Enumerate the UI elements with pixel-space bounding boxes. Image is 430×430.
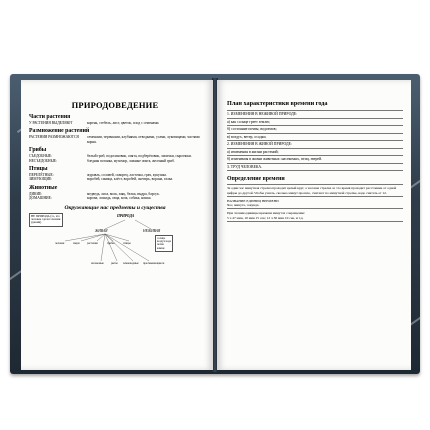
section-birds: Птицы ПЕРЕЛЁТНЫЕ: журавль, соловей, скворец, ласточка, грач, кукушка. ЗИМУЮЩИЕ: воробей, синица, клёст, воробей, снегирь, ворона, галка. — [29, 166, 174, 182]
abbrev-example: 5 ч 47 мин, 10 мин 15 сек; 12 ч 30 мин 10 сек, и т.д. — [227, 215, 304, 220]
alive-item: человек — [55, 241, 65, 245]
nonliving-node: НЕЖИВАЯ — [143, 228, 161, 233]
right-page — [217, 80, 411, 370]
nature-root: ПРИРОДА — [117, 213, 135, 218]
plan-title: План характеристики времени года — [227, 100, 328, 107]
section-mushrooms: Грибы СЪЕДОБНЫЕ: белый гриб, подосиновик, опята, подберёзовик, лисички, сыроежки. НЕСЪЕДОБНЫЕ: бледная поганка, мухомор, ложные опята, желчный гриб. — [29, 147, 192, 163]
bottom-item: насекомые — [91, 261, 104, 265]
alive-item: звери — [73, 241, 80, 245]
bottom-item: земноводные — [123, 261, 139, 265]
not-nature-box: НЕ ПРИРОДА (то, что человек сделал своими руками) — [29, 213, 63, 227]
plan-line: в) воздух, ветер, осадки. — [227, 134, 267, 139]
alive-item: грибы — [107, 241, 115, 245]
plan-line: а) изменения в жизни растений; — [227, 149, 279, 154]
alive-item: растения — [87, 241, 98, 245]
plan-line: 1. ИЗМЕНЕНИЯ В НЕЖИВОЙ ПРИРОДЕ: — [227, 112, 298, 116]
time-heading: Определение времени — [227, 176, 285, 182]
section-parts: Части растения У РАСТЕНИЯ ВЫДЕЛЯЮТ корень, стебель, лист, цветок, плод с семенами. — [29, 114, 160, 125]
alive-node: ЖИВАЯ — [95, 228, 108, 233]
plan-line: а) как солнце греет землю; — [227, 119, 271, 124]
nonliving-items: солнце воздух вода почва камни — [155, 235, 173, 253]
plan-line: 2. ИЗМЕНЕНИЯ В ЖИВОЙ ПРИРОДЕ: — [227, 142, 293, 146]
plan-line: 3. ТРУД ЧЕЛОВЕКА. — [227, 164, 263, 169]
diagram-heading: Окружающие нас предметы и существа — [64, 204, 166, 211]
section-reproduction: Размножение растений РАСТЕНИЯ РАЗМНОЖАЮТСЯ семенами, черенками, клубнями, отводками, усами, луковицами, частями корня. — [29, 128, 200, 144]
plan-line: б) изменения в жизни животных: насекомых, птиц, зверей. — [227, 157, 323, 161]
page-title: ПРИРОДОВЕДЕНИЕ — [71, 100, 159, 110]
abbrev-text: При чтении единицы времени минутах сокращение: — [227, 211, 306, 216]
section-animals: Животные ДИКИЕ: медведь, лиса, волк, заяц, белка, выдра, барсук. ДОМАШНИЕ: корова, лошадь, овца, коза, собака, кошка. — [29, 184, 160, 201]
plan-line: б) состояние почвы, водоемов; — [227, 127, 277, 131]
bottom-item: пресмыкающиеся — [143, 261, 165, 265]
left-page — [21, 80, 213, 370]
time-paragraph: За один час минутная стрелка проходит целый круг, а часовая стрелка за это время проходит расстояние от одной цифры до другой. Чтобы узнать, сколько минут прошло, считают по минутной стрелке, надо считать от 12. — [227, 186, 397, 195]
units-label: НАЗВАНИЕ ЕДИНИЦ ВРЕМЕНИ — [227, 198, 279, 203]
units-text: Час, минута, секунда. — [227, 203, 260, 208]
bottom-item: рыбы — [111, 261, 118, 265]
alive-item: птицы — [123, 241, 131, 245]
nature-diagram — [29, 213, 201, 273]
